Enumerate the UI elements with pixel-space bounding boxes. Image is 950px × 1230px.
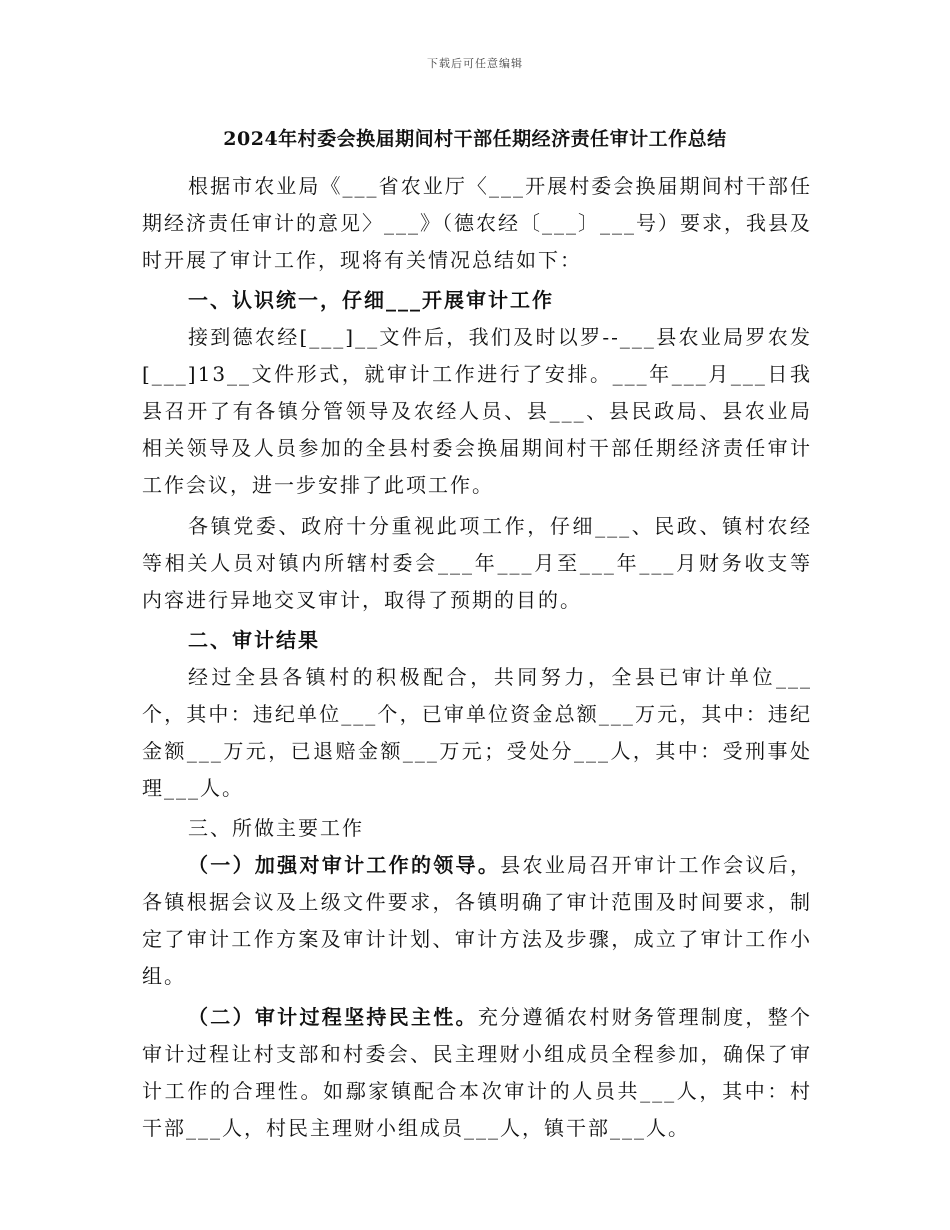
document-title: 2024年村委会换届期间村干部任期经济责任审计工作总结 bbox=[223, 128, 727, 150]
paragraph-4 bbox=[142, 847, 812, 995]
section-heading-2: 二、审计结果 bbox=[188, 628, 320, 652]
section-heading-1: 一、认识统一，仔细___开展审计工作 bbox=[188, 288, 554, 312]
header-note: 下载后可任意编辑 bbox=[427, 57, 523, 70]
section-heading-3: 三、所做主要工作 bbox=[188, 816, 364, 840]
paragraph-5-lead: （二）审计过程坚持民主性。 bbox=[188, 1005, 478, 1029]
paragraph-5-rest: 充分遵循农村财务管理制度，整个审计过程让村支部和村委会、民主理财小组成员全程参加，确保了审计工作的合理性。如鄢家镇配合本次审计的人员共___人，其中：村干部___人，村民主理财小组成员___人，镇干部___人。 bbox=[142, 1005, 813, 1140]
paragraph-4-rest: 县农业局召开审计工作会议后，各镇根据会议及上级文件要求，各镇明确了审计范围及时间要求，制定了审计工作方案及审计计划、审计方法及步骤，成立了审计工作小组。 bbox=[142, 853, 813, 988]
paragraph-2: 各镇党委、政府十分重视此项工作，仔细___、民政、镇村农经等相关人员对镇内所辖村委会___年___月至___年___月财务收支等内容进行异地交叉审计，取得了预期的目的。 bbox=[142, 514, 812, 612]
paragraph-5 bbox=[142, 999, 812, 1147]
paragraph-3: 经过全县各镇村的积极配合，共同努力，全县已审计单位___个，其中：违纪单位___个，已审单位资金总额___万元，其中：违纪金额___万元，已退赔金额___万元；受处分___人，其中：受刑事处理___人。 bbox=[142, 665, 812, 800]
intro-paragraph: 根据市农业局《___省农业厅〈___开展村委会换届期间村干部任期经济责任审计的意见〉___》（德农经〔___〕___号）要求，我县及时开展了审计工作，现将有关情况总结如下： bbox=[142, 174, 812, 272]
paragraph-4-lead: （一）加强对审计工作的领导。 bbox=[188, 853, 501, 877]
paragraph-1: 接到德农经[___]__文件后，我们及时以罗--___县农业局罗农发[___]13__文件形式，就审计工作进行了安排。___年___月___日我县召开了有各镇分管领导及农经人员、县___、县民政局、县农业局相关领导及人员参加的全县村委会换届期间村干部任期经济责任审计工作会议，进一步安排了此项工作。 bbox=[142, 325, 812, 497]
document-body bbox=[142, 168, 812, 1147]
